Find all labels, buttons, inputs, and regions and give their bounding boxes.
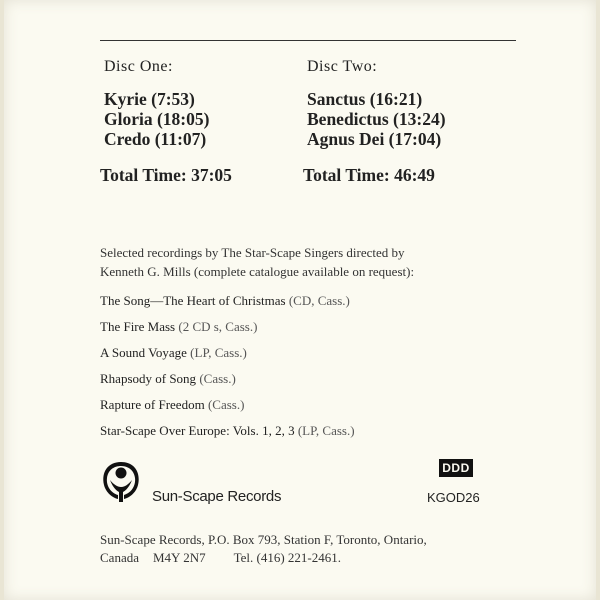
catalogue-item: [100, 397, 244, 413]
catalogue-item: [100, 423, 355, 439]
catalogue-item: [100, 345, 247, 361]
catalogue-item: [100, 293, 350, 309]
track-agnus-dei: Agnus Dei (17:04): [307, 129, 442, 149]
address-phone: Tel. (416) 221-2461.: [233, 550, 341, 565]
address-country: Canada: [100, 550, 139, 565]
catalogue-item-format: (2 CD s, Cass.): [178, 319, 258, 334]
catalogue-item-format: (LP, Cass.): [190, 345, 247, 360]
catalogue-item-title: Rhapsody of Song: [100, 371, 197, 386]
catalog-number: KGOD26: [427, 490, 480, 505]
disc-two-total-time: Total Time: 46:49: [303, 165, 435, 185]
address-line-1: Sun-Scape Records, P.O. Box 793, Station F, Toronto, Ontario,: [100, 532, 427, 547]
address-line-2: [100, 549, 427, 567]
catalogue-item-format: (LP, Cass.): [297, 423, 355, 438]
catalogue-item-title: The Song—The Heart of Christmas: [100, 293, 286, 308]
label-address: [100, 531, 427, 567]
ddd-badge: DDD: [439, 459, 473, 477]
track-benedictus: Benedictus (13:24): [307, 109, 446, 129]
catalogue-item-format: (CD, Cass.): [288, 293, 350, 308]
disc-two-title: Disc Two:: [307, 58, 378, 75]
track-sanctus: Sanctus (16:21): [307, 89, 423, 109]
catalogue-item-format: (Cass.): [199, 371, 236, 386]
record-label-name: Sun-Scape Records: [152, 488, 282, 505]
track-kyrie: Kyrie (7:53): [104, 89, 195, 109]
catalogue-item-title: Rapture of Freedom: [100, 397, 205, 412]
top-divider: [100, 40, 516, 41]
catalogue-item: [100, 371, 236, 387]
catalogue-item-format: (Cass.): [207, 397, 245, 412]
disc-one-column: [100, 58, 232, 186]
disc-one-title: Disc One:: [104, 58, 173, 75]
winged-sun-emblem-icon: [100, 458, 142, 506]
cd-back-insert: [4, 0, 596, 600]
catalogue-item-title: The Fire Mass: [100, 319, 176, 334]
catalogue-item-title: A Sound Voyage: [100, 345, 187, 360]
disc-one-total-time: Total Time: 37:05: [100, 165, 232, 185]
catalogue-intro: [100, 243, 520, 281]
catalogue-item: [100, 319, 257, 335]
address-postal-code: M4Y 2N7: [152, 550, 206, 565]
catalogue-item-title: Star-Scape Over Europe: Vols. 1, 2, 3: [100, 423, 295, 438]
catalogue-intro-line-2: Kenneth G. Mills (complete catalogue available on request):: [100, 264, 415, 279]
track-gloria: Gloria (18:05): [104, 109, 210, 129]
catalogue-intro-line-1: Selected recordings by The Star-Scape Singers directed by: [100, 245, 405, 260]
disc-two-column: [303, 58, 446, 186]
track-credo: Credo (11:07): [104, 129, 207, 149]
